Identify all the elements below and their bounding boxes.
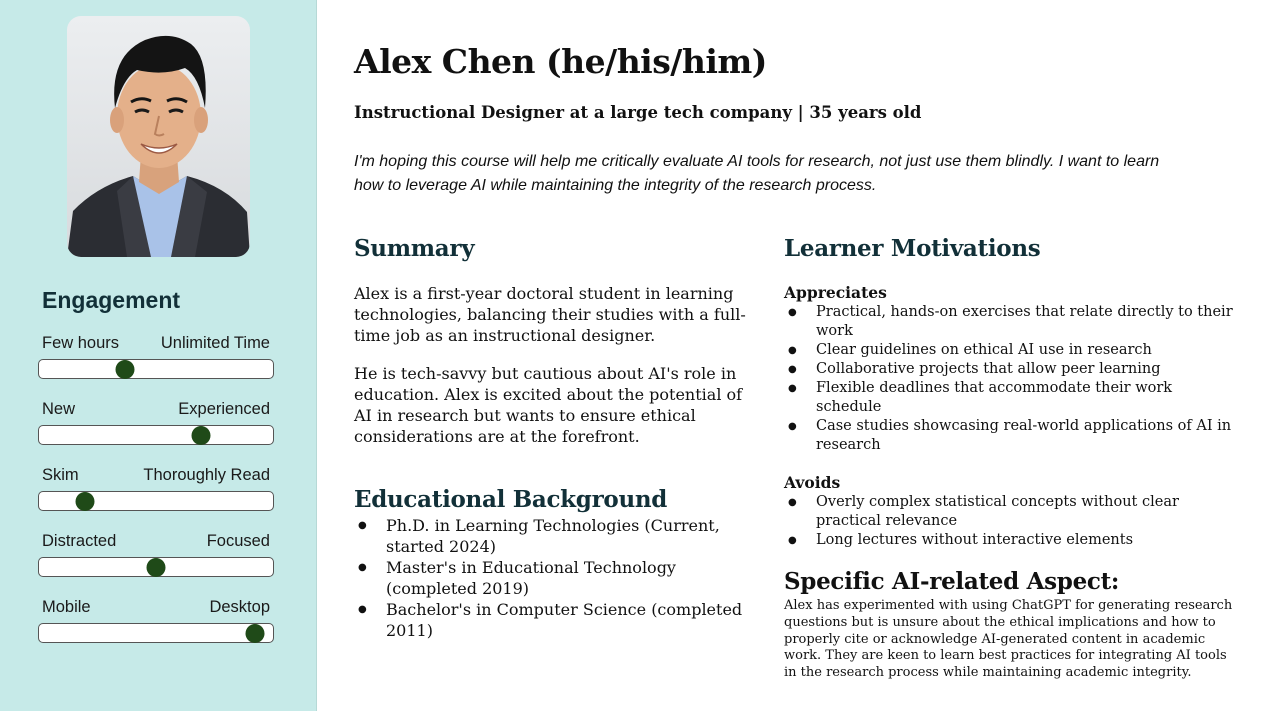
ai-aspect-text: Alex has experimented with using ChatGPT for generating research questions but is unsure about the ethical implications and how to properly cite or acknowledge AI-generated content in academic work. They are keen to learn best practices for integrating AI tools in the research process while maintaining academic integrity. (784, 598, 1233, 681)
slider-track (38, 425, 274, 445)
slider-knob[interactable] (147, 558, 166, 577)
list-item: ● Master's in Educational Technology (completed 2019) (354, 557, 749, 599)
persona-photo (67, 16, 250, 257)
list-item: ● Clear guidelines on ethical AI use in research (784, 341, 1234, 360)
summary-paragraph-1: Alex is a first-year doctoral student in learning technologies, balancing their studies with a full-time job as an instructional designer. (354, 284, 746, 345)
appreciates-list (784, 303, 1234, 455)
engagement-scale-reading (38, 466, 274, 516)
engagement-title: Engagement (42, 287, 181, 313)
ai-aspect-heading: Specific AI-related Aspect: (784, 568, 1120, 595)
persona-main (354, 0, 1244, 711)
slider-knob[interactable] (246, 624, 265, 643)
list-item: ● Ph.D. in Learning Technologies (Current, started 2024) (354, 515, 749, 557)
education-list (354, 515, 749, 641)
appreciates-label: Appreciates (784, 283, 887, 302)
slider-track (38, 491, 274, 511)
list-item: ● Overly complex statistical concepts without clear practical relevance (784, 493, 1234, 531)
scale-left-label: Mobile (42, 598, 91, 616)
list-item: ● Flexible deadlines that accommodate their work schedule (784, 379, 1234, 417)
slider-knob[interactable] (76, 492, 95, 511)
persona-sidebar (0, 0, 317, 711)
avoids-label: Avoids (784, 473, 841, 492)
slider-track (38, 359, 274, 379)
slider-track (38, 623, 274, 643)
scale-right-label: Focused (206, 532, 270, 550)
summary-heading: Summary (354, 235, 475, 262)
scale-left-label: Skim (42, 466, 79, 484)
avoids-list (784, 493, 1234, 550)
scale-right-label: Unlimited Time (160, 334, 270, 352)
list-item: ● Collaborative projects that allow peer learning (784, 360, 1234, 379)
education-heading: Educational Background (354, 486, 668, 513)
summary-paragraph-2: He is tech-savvy but cautious about AI's role in education. Alex is excited about the potential of AI in research but wants to ensure ethical considerations are at the forefront. (354, 364, 743, 446)
engagement-scale-time (38, 334, 274, 384)
list-item: ● Bachelor's in Computer Science (completed 2011) (354, 599, 749, 641)
portrait-image (67, 16, 250, 257)
engagement-scale-focus (38, 532, 274, 582)
scale-left-label: Distracted (42, 532, 117, 550)
engagement-scale-experience (38, 400, 274, 450)
scale-left-label: Few hours (42, 334, 120, 352)
persona-name: Alex Chen (he/his/him) (354, 42, 767, 81)
persona-quote: I'm hoping this course will help me critically evaluate AI tools for research, not just use them blindly. I want to learn how to leverage AI while maintaining the integrity of the research process. (354, 153, 1160, 194)
motivations-heading: Learner Motivations (784, 235, 1041, 262)
scale-right-label: Desktop (209, 598, 270, 616)
list-item: ● Practical, hands-on exercises that relate directly to their work (784, 303, 1234, 341)
persona-subtitle: Instructional Designer at a large tech company | 35 years old (354, 103, 922, 122)
engagement-scale-device (38, 598, 274, 648)
scale-left-label: New (42, 400, 76, 418)
slider-knob[interactable] (116, 360, 135, 379)
slider-knob[interactable] (191, 426, 210, 445)
scale-right-label: Thoroughly Read (143, 466, 270, 484)
scale-right-label: Experienced (178, 400, 270, 418)
list-item: ● Case studies showcasing real-world applications of AI in research (784, 417, 1234, 455)
list-item: ● Long lectures without interactive elements (784, 531, 1234, 550)
